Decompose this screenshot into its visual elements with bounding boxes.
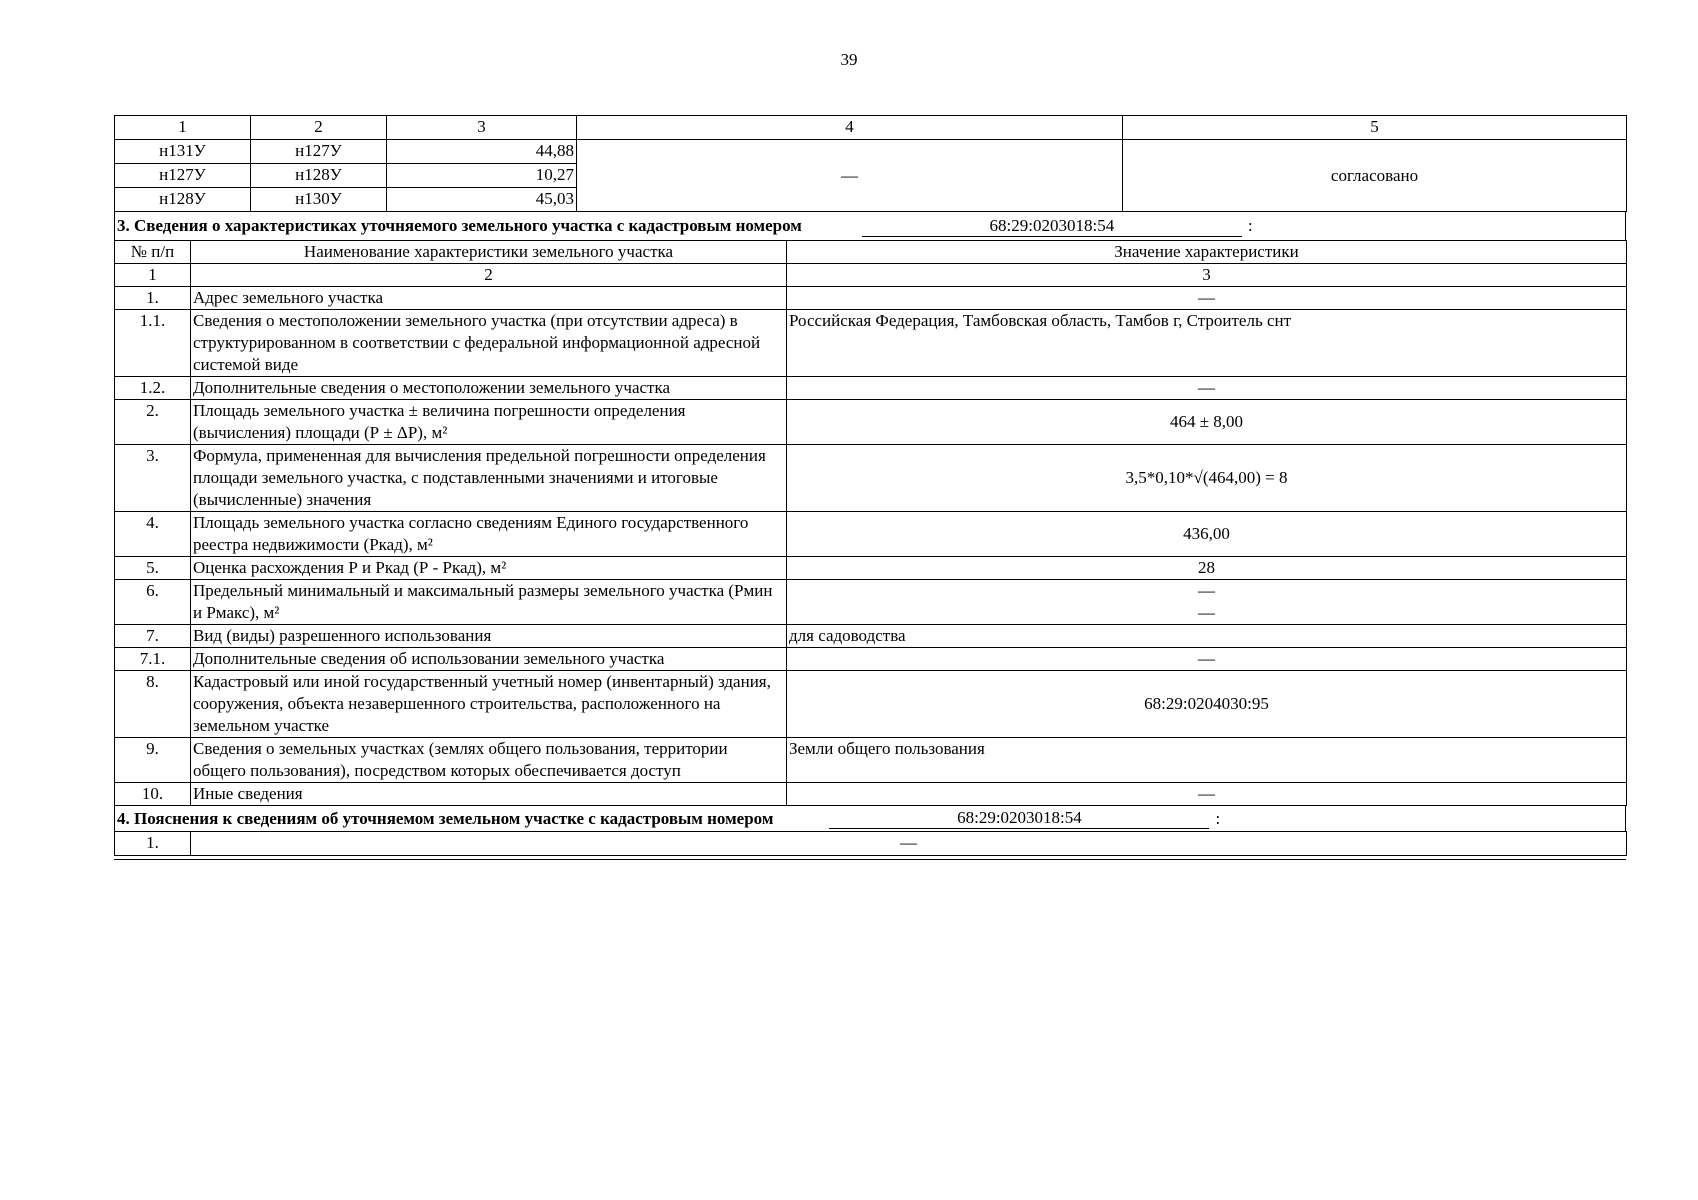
row-value: — [787, 377, 1627, 400]
row-num: 1. [115, 832, 191, 856]
table-row [115, 377, 1627, 400]
table-row [115, 832, 1627, 856]
point-to: н130У [251, 188, 387, 212]
row-name: Вид (виды) разрешенного использования [191, 625, 787, 648]
segment-length: 44,88 [387, 140, 577, 164]
point-from: н131У [115, 140, 251, 164]
row-num: 7.1. [115, 648, 191, 671]
boundary-table [114, 115, 1627, 212]
row-num: 2. [115, 400, 191, 445]
explanations-table [114, 831, 1627, 856]
point-to: н127У [251, 140, 387, 164]
row-num: 4. [115, 512, 191, 557]
section4-colon: : [1215, 808, 1221, 828]
row-name: Дополнительные сведения о местоположении земельного участка [191, 377, 787, 400]
bottom-rule [114, 859, 1626, 860]
table-row [115, 671, 1627, 738]
row-name: Площадь земельного участка ± величина погрешности определения (вычисления) площади (Р ± ΔР), м² [191, 400, 787, 445]
boundary-header-3: 3 [387, 116, 577, 140]
row-value: 28 [787, 557, 1627, 580]
row-name: Предельный минимальный и максимальный размеры земельного участка (Рмин и Рмакс), м² [191, 580, 787, 625]
boundary-header-row [115, 116, 1627, 140]
row-num: 1.1. [115, 310, 191, 377]
row-value: — [787, 287, 1627, 310]
section3-title-cell [115, 212, 1626, 241]
header-value: Значение характеристики [787, 241, 1627, 264]
document-sheet [114, 115, 1626, 860]
boundary-header-1: 1 [115, 116, 251, 140]
section4-cadastral-number: 68:29:0203018:54 [829, 808, 1209, 829]
section3-cadastral-number: 68:29:0203018:54 [862, 216, 1242, 237]
row-name: Сведения о местоположении земельного участка (при отсутствии адреса) в структурированном в соответствии с федеральной информационной адресной системой виде [191, 310, 787, 377]
header-name: Наименование характеристики земельного участка [191, 241, 787, 264]
row-num: 8. [115, 671, 191, 738]
table-row [115, 625, 1627, 648]
row-num: 5. [115, 557, 191, 580]
section3-colon: : [1247, 216, 1253, 235]
table-row [115, 738, 1627, 783]
row-value: — [787, 648, 1627, 671]
row-name: Оценка расхождения Р и Ркад (Р - Ркад), м² [191, 557, 787, 580]
row-name: Кадастровый или иной государственный учетный номер (инвентарный) здания, сооружения, объекта незавершенного строительства, расположенного на земельном участке [191, 671, 787, 738]
row-name: Иные сведения [191, 783, 787, 806]
characteristics-header-row [115, 241, 1627, 264]
boundary-col4-value: — [577, 140, 1123, 212]
row-num: 1. [115, 287, 191, 310]
row-value: — [787, 783, 1627, 806]
section3-title: 3. Сведения о характеристиках уточняемого земельного участка с кадастровым номером [117, 216, 802, 235]
section4-title: 4. Пояснения к сведениям об уточняемом земельном участке с кадастровым номером [117, 808, 774, 828]
table-row [115, 400, 1627, 445]
table-row [115, 512, 1627, 557]
index-num: 1 [115, 264, 191, 287]
row-value-min: — [1198, 581, 1215, 600]
row-value: 464 ± 8,00 [787, 400, 1627, 445]
boundary-header-5: 5 [1123, 116, 1627, 140]
table-row [115, 557, 1627, 580]
point-from: н127У [115, 164, 251, 188]
row-name: Дополнительные сведения об использовании земельного участка [191, 648, 787, 671]
row-name: Формула, примененная для вычисления предельной погрешности определения площади земельного участка, с подставленными значениями и итоговые (вычисленные) значения [191, 445, 787, 512]
section4-title-cell [115, 806, 1626, 832]
characteristics-table [114, 240, 1627, 806]
row-num: 1.2. [115, 377, 191, 400]
row-name: Сведения о земельных участках (землях общего пользования, территории общего пользования), посредством которых обеспечивается доступ [191, 738, 787, 783]
segment-length: 45,03 [387, 188, 577, 212]
table-row [115, 287, 1627, 310]
section3-title-table [114, 211, 1626, 241]
row-num: 10. [115, 783, 191, 806]
table-row [115, 580, 1627, 625]
boundary-approval-status: согласовано [1123, 140, 1627, 212]
header-num: № п/п [115, 241, 191, 264]
index-value: 3 [787, 264, 1627, 287]
row-value: 3,5*0,10*√(464,00) = 8 [787, 445, 1627, 512]
row-value: 68:29:0204030:95 [787, 671, 1627, 738]
row-name: Адрес земельного участка [191, 287, 787, 310]
table-row [115, 445, 1627, 512]
row-num: 6. [115, 580, 191, 625]
boundary-header-4: 4 [577, 116, 1123, 140]
characteristics-index-row [115, 264, 1627, 287]
row-value-max: — [1198, 603, 1215, 622]
table-row [115, 140, 1627, 164]
point-to: н128У [251, 164, 387, 188]
page-number: 39 [840, 50, 858, 69]
table-row [115, 648, 1627, 671]
row-value: Земли общего пользования [787, 738, 1627, 783]
row-value: 436,00 [787, 512, 1627, 557]
row-value: для садоводства [787, 625, 1627, 648]
section4-title-table [114, 805, 1626, 832]
row-value: Российская Федерация, Тамбовская область, Тамбов г, Строитель снт [787, 310, 1627, 377]
table-row [115, 783, 1627, 806]
row-num: 3. [115, 445, 191, 512]
segment-length: 10,27 [387, 164, 577, 188]
row-name: Площадь земельного участка согласно сведениям Единого государственного реестра недвижимости (Ркад), м² [191, 512, 787, 557]
row-value-minmax [787, 580, 1627, 625]
point-from: н128У [115, 188, 251, 212]
table-row [115, 310, 1627, 377]
row-value: — [191, 832, 1627, 856]
row-num: 7. [115, 625, 191, 648]
boundary-header-2: 2 [251, 116, 387, 140]
index-name: 2 [191, 264, 787, 287]
row-num: 9. [115, 738, 191, 783]
